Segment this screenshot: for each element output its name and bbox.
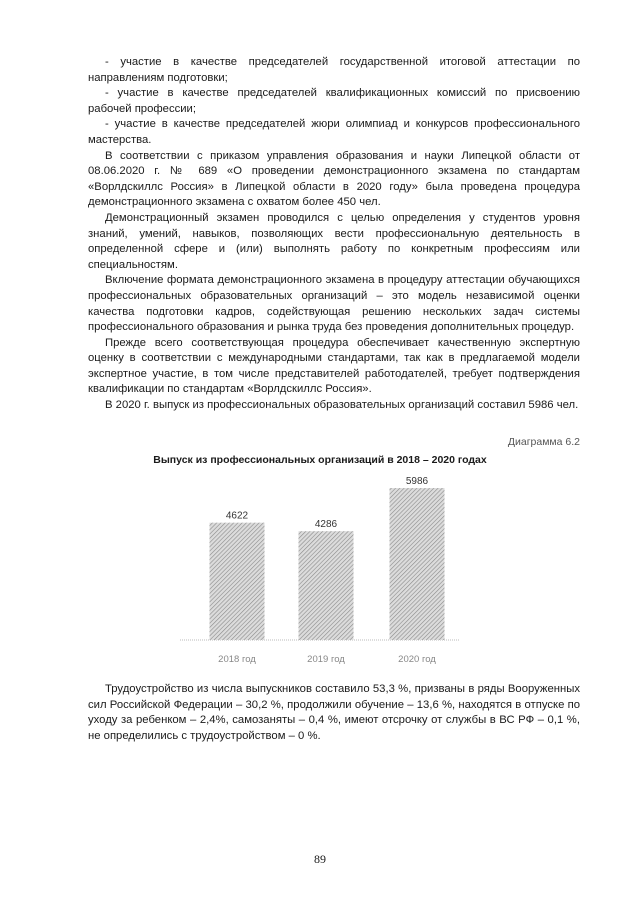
paragraph: Демонстрационный экзамен проводился с целью определения у студентов уровня знаний, умений, навыков, позволяющих вести профессиональную деятельность в определенной сфере и (или) выполнять работу по конкретным профессиям или специальностям. [88, 211, 580, 271]
bar-2019-год [299, 531, 354, 640]
tick-label: 2019 год [307, 654, 345, 665]
bar-2018-год [210, 523, 265, 640]
tick-label: 2020 год [398, 654, 436, 665]
paragraph: - участие в качестве председателей жюри олимпиад и конкурсов профессионального мастерства. [88, 118, 580, 146]
paragraph: Прежде всего соответствующая процедура обеспечивает качественную экспертную оценку в соответствии с международными стандартами, так как в предлагаемой модели экспертное участие, в том числе представителей работодателей, требует подтверждения квалификации по стандартам «Ворлдскиллс Россия». [88, 336, 580, 396]
paragraph: - участие в качестве председателей государственной итоговой аттестации по направлениям подготовки; [88, 56, 580, 84]
paragraph: В соответствии с приказом управления образования и науки Липецкой области от 08.06.2020 г. № 689 «О проведении демонстрационного экзамена по стандартам «Ворлдскиллс Россия» в Липецкой области в 2020 году» была проведена процедура демонстрационного экзамена с охватом более 450 чел. [88, 149, 580, 209]
bar-2020-год [390, 488, 445, 640]
paragraph: Трудоустройство из числа выпускников составило 53,3 %, призваны в ряды Вооруженных сил Российской Федерации – 30,2 %, продолжили обучение – 13,6 %, находятся в отпуске по уходу за ребенком – 2,4%, самозаняты – 0,4 %, имеют отсрочку от службы в ВС РФ – 0,1 %, не определились с трудоустройством – 0 %. [88, 683, 580, 742]
tick-label: 2018 год [218, 654, 256, 665]
data-label: 4622 [225, 510, 249, 522]
data-label: 5986 [405, 476, 429, 488]
page-number: 89 [314, 852, 326, 866]
bar-chart [180, 470, 460, 670]
data-label: 4286 [314, 519, 338, 531]
paragraph: - участие в качестве председателей квалификационных комиссий по присвоению рабочей профессии; [88, 87, 580, 115]
diagram-label: Диаграмма 6.2 [507, 436, 580, 448]
paragraph: Включение формата демонстрационного экзамена в процедуру аттестации обучающихся профессиональных образовательных организаций – это модель независимой оценки качества подготовки кадров, содействующая решению нескольких задач системы профессионального образования и рынка труда без проведения дополнительных процедур. [88, 274, 580, 334]
paragraph: В 2020 г. выпуск из профессиональных образовательных организаций составил 5986 чел. [105, 399, 579, 412]
body-text-top [88, 55, 580, 414]
chart-title: Выпуск из профессиональных организаций в 2018 – 2020 годах [153, 454, 487, 466]
body-text-bottom [88, 682, 580, 744]
